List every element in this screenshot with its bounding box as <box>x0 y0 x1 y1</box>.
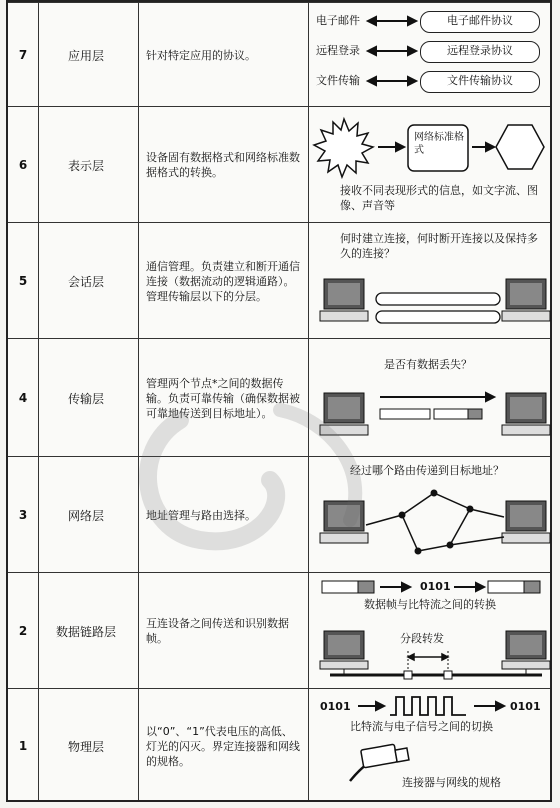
layer-row-2 <box>8 572 550 689</box>
layer-name: 应用层 <box>67 48 104 63</box>
protocol-pill: 电子邮件协议 <box>420 11 540 33</box>
connector-caption: 连接器与网线的规格 <box>402 776 501 789</box>
layer-number: 7 <box>18 48 28 62</box>
protocol-pill: 文件传输协议 <box>420 71 540 93</box>
figure-caption: 接收不同表现形式的信息，如文字流、图像、声音等 <box>340 184 538 212</box>
bitstream-label: 0101 <box>420 580 451 593</box>
double-arrows <box>310 3 554 107</box>
layer-name: 传输层 <box>67 391 104 406</box>
square-wave-icon <box>390 697 466 715</box>
layer-description: 针对特定应用的协议。 <box>146 48 256 62</box>
computer-icon <box>320 393 368 435</box>
figure-caption: 比特流与电子信号之间的切换 <box>350 720 493 733</box>
layer-name: 数据链路层 <box>55 624 116 639</box>
figure-caption: 是否有数据丢失？ <box>384 358 472 371</box>
figure-caption: 经过哪个路由传递到目标地址？ <box>350 464 504 477</box>
layer-number: 2 <box>18 624 28 638</box>
session-diagram <box>310 223 554 339</box>
datalink-diagram <box>310 573 554 689</box>
computer-icon <box>320 631 368 669</box>
layer-figure <box>310 573 550 689</box>
layer-number: 4 <box>18 391 28 405</box>
layer-row-7 <box>8 2 550 107</box>
transport-diagram <box>310 339 554 457</box>
app-label: 电子邮件 <box>316 14 360 27</box>
layer-name: 物理层 <box>67 739 104 754</box>
bitstream-label: 0101 <box>510 700 541 713</box>
layer-figure <box>310 689 550 803</box>
routing-diagram <box>310 457 554 573</box>
bitstream-label: 0101 <box>320 700 351 713</box>
hexagon-icon <box>496 125 544 169</box>
layer-name: 表示层 <box>67 158 104 173</box>
computer-icon <box>502 631 550 669</box>
layer-description: 管理两个节点*之间的数据传输。负责可靠传输（确保数据被可靠地传送到目标地址）。 <box>146 376 300 420</box>
physical-diagram <box>310 689 554 803</box>
layer-figure <box>310 3 550 107</box>
layer-name: 网络层 <box>67 508 104 523</box>
computer-icon <box>502 501 550 543</box>
computer-icon <box>502 393 550 435</box>
layer-description: 通信管理。负责建立和断开通信连接（数据流动的逻辑通路）。管理传输层以下的分层。 <box>146 259 300 303</box>
layer-row-5 <box>8 222 550 339</box>
layer-number: 6 <box>18 158 28 172</box>
layer-description: 以“0”、“1”代表电压的高低、灯光的闪灭。界定连接器和网线的规格。 <box>146 724 300 768</box>
layer-description: 地址管理与路由选择。 <box>146 508 256 522</box>
starburst-icon <box>314 119 373 177</box>
layer-number: 3 <box>18 508 28 522</box>
osi-table <box>6 0 552 802</box>
layer-number: 1 <box>18 739 28 753</box>
layer-number: 5 <box>18 274 28 288</box>
relay-label: 分段转发 <box>400 632 444 645</box>
layer-figure <box>310 223 550 339</box>
computer-icon <box>320 501 368 543</box>
app-label: 远程登录 <box>316 44 360 57</box>
layer-description: 设备固有数据格式和网络标准数据格式的转换。 <box>146 151 300 179</box>
layer-row-1 <box>8 688 550 803</box>
figure-caption: 数据帧与比特流之间的转换 <box>364 598 496 611</box>
layer-description: 互连设备之间传送和识别数据帧。 <box>146 617 289 645</box>
standard-format-box: 网络标准格式 <box>414 132 464 156</box>
computer-icon <box>320 279 368 321</box>
layer-figure <box>310 339 550 457</box>
layer-figure <box>310 107 550 223</box>
layer-figure <box>310 457 550 573</box>
layer-name: 会话层 <box>67 274 104 289</box>
figure-caption: 何时建立连接，何时断开连接以及保持多久的连接？ <box>340 232 538 260</box>
app-label: 文件传输 <box>316 74 360 87</box>
layer-row-4 <box>8 338 550 457</box>
layer-row-6 <box>8 106 550 223</box>
computer-icon <box>502 279 550 321</box>
protocol-pill: 远程登录协议 <box>420 41 540 63</box>
connector-icon <box>350 744 409 781</box>
layer-row-3 <box>8 456 550 573</box>
